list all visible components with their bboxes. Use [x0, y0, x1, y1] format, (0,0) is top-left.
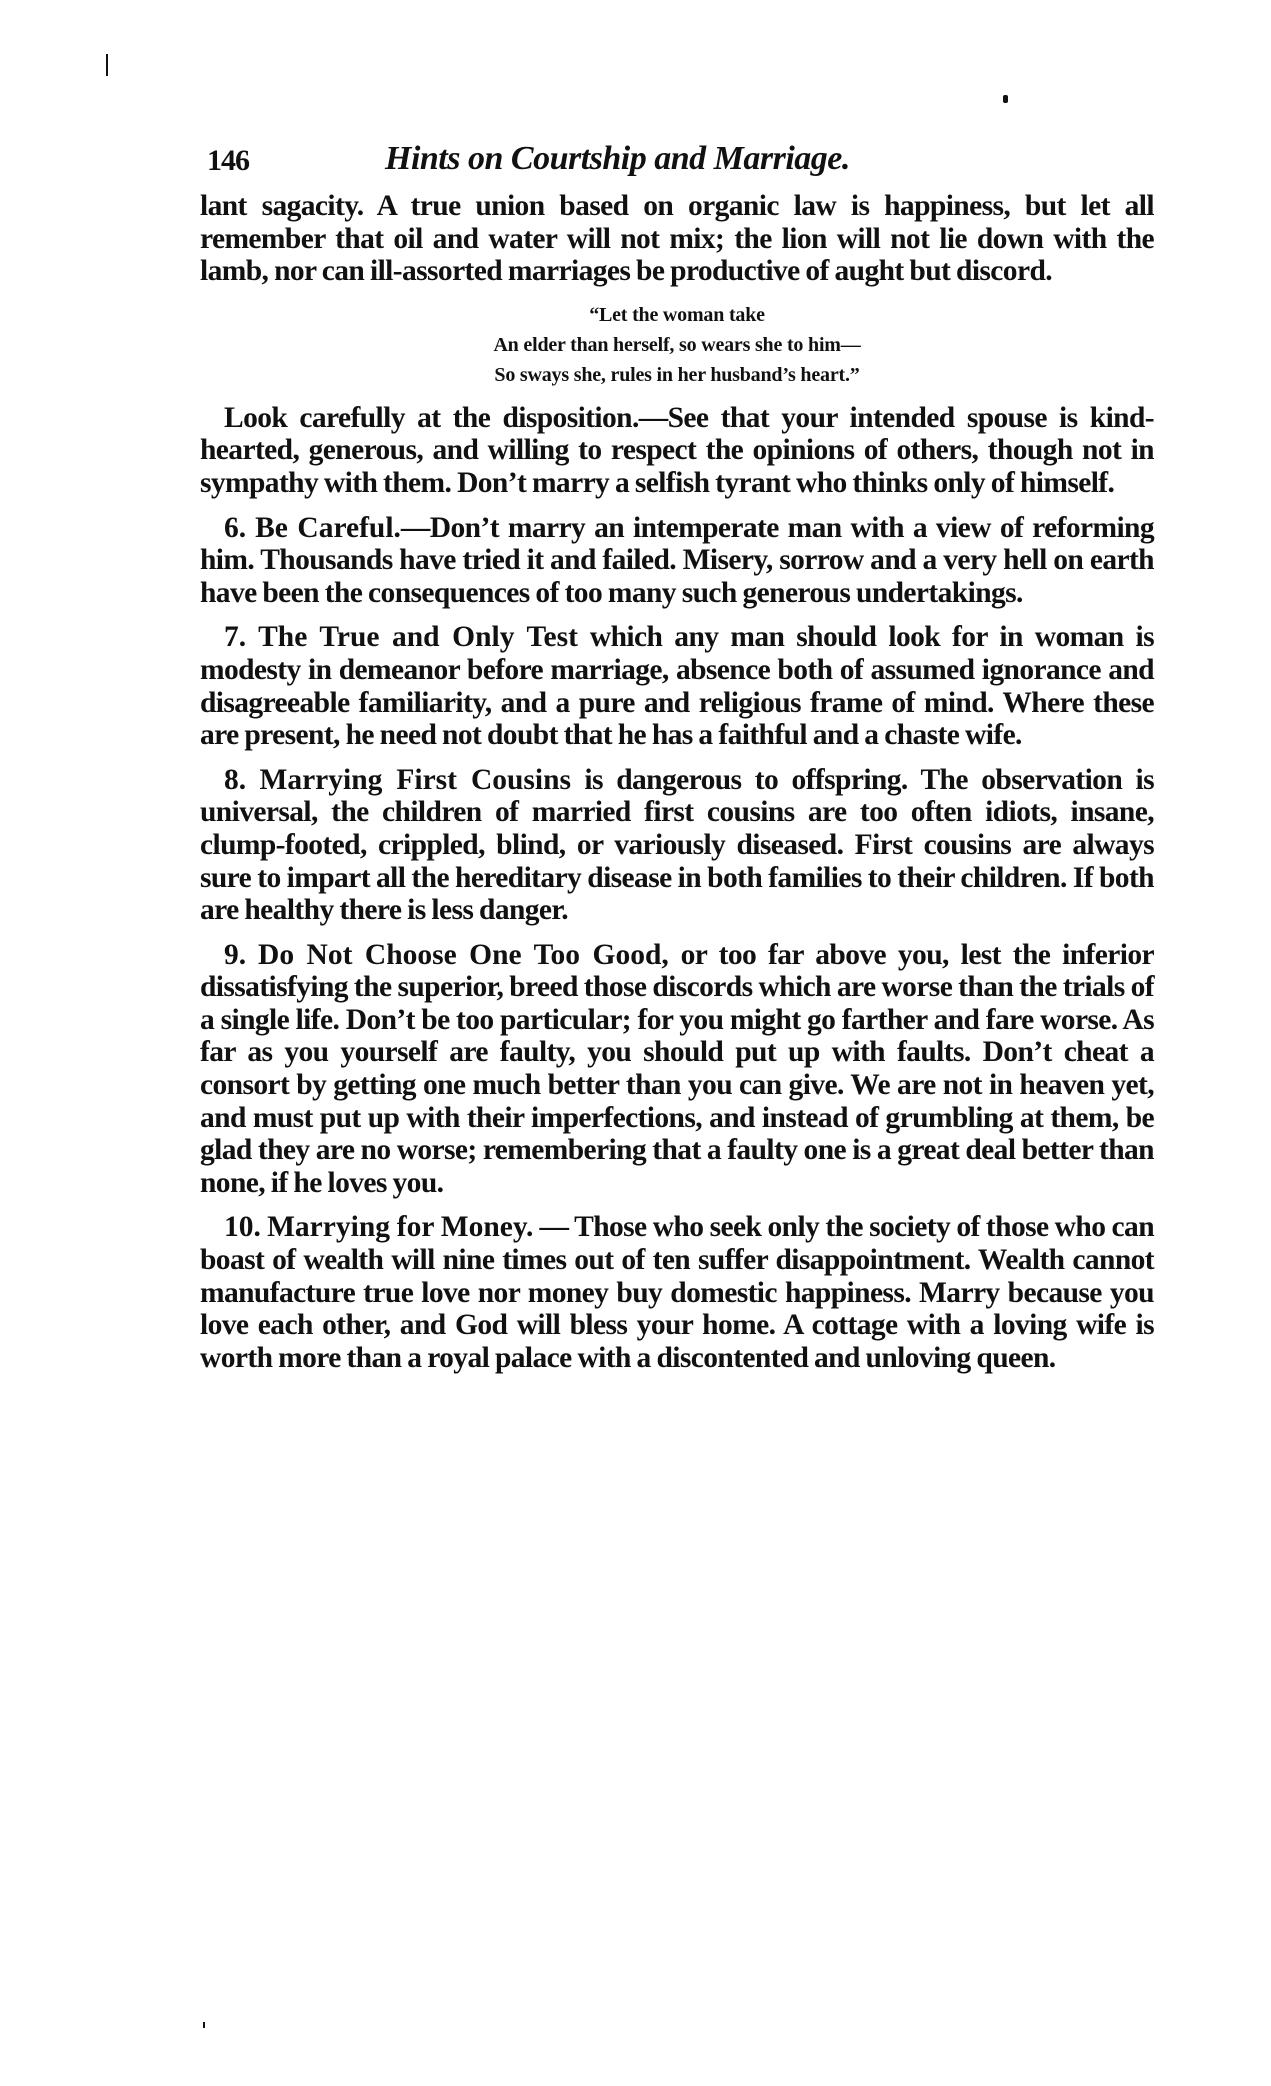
section-8 [200, 764, 1154, 927]
section-text: —Don’t marry an intemperate man with a view of reforming him. Thousands have tried it and failed. Misery, sorrow and a very hell on earth have been the consequences of too many such generous undertakings. [200, 511, 1154, 609]
section-number: 9. [224, 938, 247, 971]
section-text: — Those who seek only the society of those who can boast of wealth will nine times out of ten suffer disappointment. Wealth cannot manufacture true love nor money buy domestic happiness. Marry because you love each other, and God will bless your home. A cottage with a loving wife is worth more than a royal palace with a discontented and unloving queen. [200, 1211, 1155, 1374]
scan-speck [1003, 95, 1008, 103]
scan-speck [203, 2022, 205, 2028]
section-10 [200, 1211, 1154, 1374]
section-text: which any man should look for in woman is modesty in demeanor before marriage, absence both of assumed ignorance and disagreeable familiarity, and a pure and religious frame of mind. Where these are present, he need not doubt that he has a faithful and a chaste wife. [200, 621, 1154, 752]
disposition-paragraph: Look carefully at the disposition.—See that your intended spouse is kind-hearted, generous, and willing to respect the opinions of others, though not in sympathy with them. Don’t marry a selfish tyrant who thinks only of himself. [200, 401, 1154, 499]
section-heading: Marrying for Money. [267, 1211, 534, 1244]
section-number: 7. [224, 621, 247, 654]
poem-line: So sways she, rules in her husband’s heart.” [494, 363, 860, 386]
section-number: 8. [224, 763, 247, 796]
page-header [207, 140, 1157, 180]
section-9 [200, 939, 1154, 1200]
section-6 [200, 512, 1154, 610]
poem-quote [200, 300, 1154, 390]
section-7 [200, 621, 1154, 751]
scan-speck [106, 54, 108, 76]
section-number: 6. [224, 511, 247, 544]
section-heading: Do Not Choose One Too Good, [258, 938, 669, 971]
poem-line: “Let the woman take [589, 303, 765, 326]
intro-paragraph: lant sagacity. A true union based on organic law is happiness, but let all remember that oil and water will not mix; the lion will not lie down with the lamb, nor can ill-assorted marriages be productive of aught but discord. [200, 190, 1154, 288]
section-heading: Be Careful. [255, 511, 401, 544]
section-heading: The True and Only Test [258, 621, 578, 654]
section-number: 10. [224, 1211, 261, 1244]
page-body [200, 190, 1154, 1386]
page-number: 146 [207, 144, 249, 177]
section-heading: Marrying First Cousins [259, 763, 571, 796]
running-title: Hints on Courtship and Marriage. [385, 140, 850, 177]
section-text: or too far above you, lest the inferior dissatisfying the superior, breed those discords which are worse than the trials of a single life. Don’t be too particular; for you might go farther and fare worse. As far as you yourself are faulty, you should put up with faults. Don’t cheat a consort by getting one much better than you can give. We are not in heaven yet, and must put up with their imperfections, and instead of grumbling at them, be glad they are no worse; remembering that a faulty one is a great deal better than none, if he loves you. [200, 938, 1155, 1199]
poem-line: An elder than herself, so wears she to him— [493, 333, 861, 356]
section-text: is dangerous to offspring. The observation is universal, the children of married first cousins are too often idiots, insane, clump-footed, crippled, blind, or variously diseased. First cousins are always sure to impart all the hereditary disease in both families to their children. If both are healthy there is less danger. [200, 763, 1154, 927]
